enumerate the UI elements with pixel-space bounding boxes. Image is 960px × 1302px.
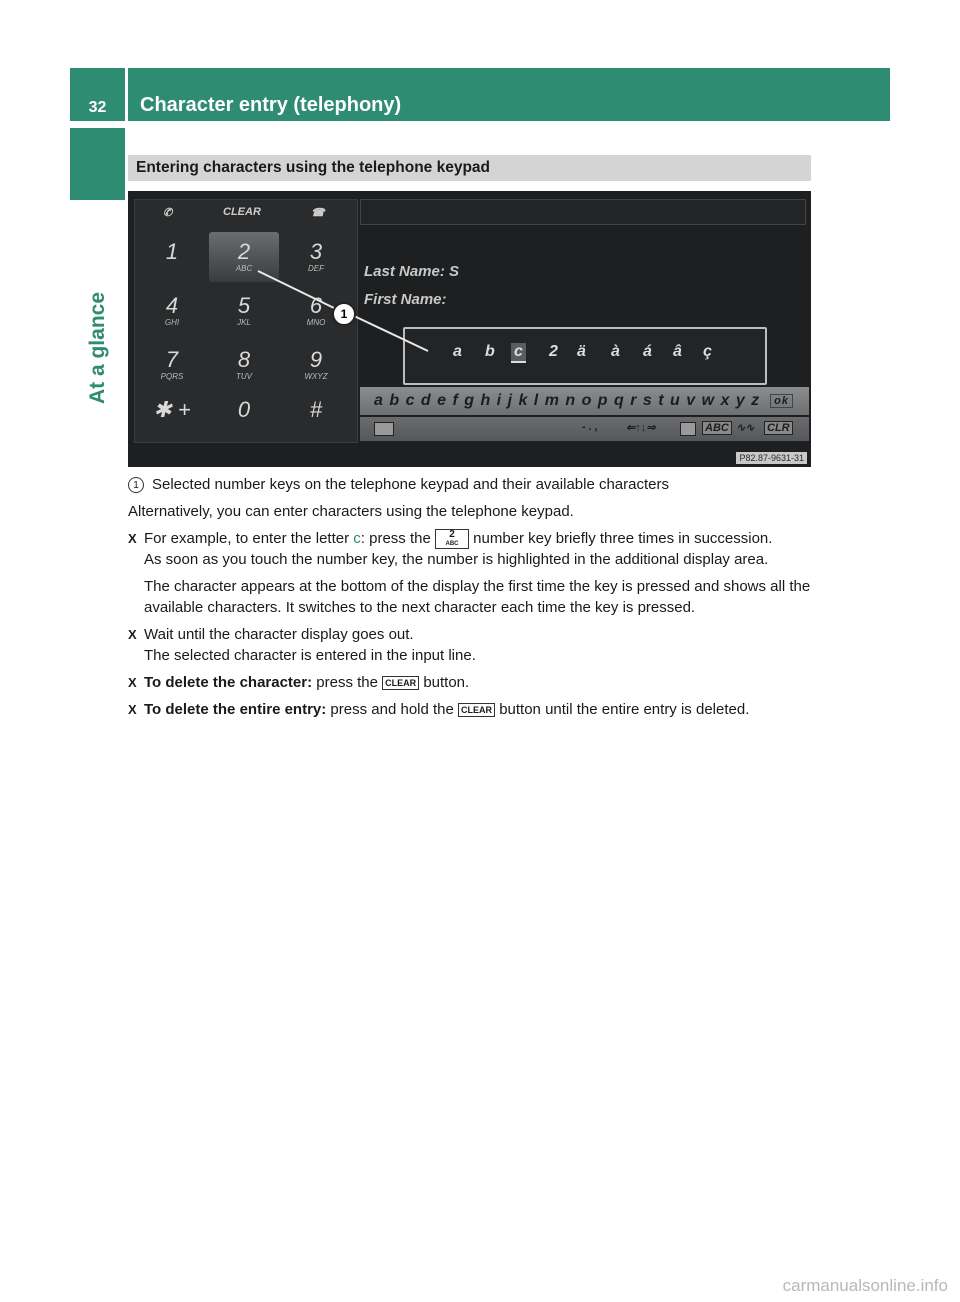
step-arrow-icon: X — [128, 531, 137, 546]
key-1: 1 — [165, 239, 179, 264]
clr-key: CLR — [764, 421, 793, 435]
key-6: 6 MNO — [306, 293, 326, 327]
step-arrow-icon: X — [128, 627, 137, 643]
clear-key-icon: CLEAR — [382, 676, 419, 690]
step-item — [128, 672, 818, 693]
key-9: 9 WXYZ — [304, 347, 328, 381]
letter-c: c — [353, 530, 361, 547]
key-5: 5 JKL — [237, 293, 251, 327]
alphabet-letters: a b c d e f g h i j k l m n o p q r s t u v w x y z — [374, 392, 761, 409]
step-arrow-icon: X — [128, 675, 137, 691]
callout-line-popup — [352, 315, 428, 351]
legend-item — [128, 474, 818, 495]
clear-key-icon: CLEAR — [458, 703, 495, 717]
ok-key: ok — [770, 394, 793, 408]
key-2-icon: 2 ABC — [435, 529, 469, 549]
step-item — [128, 699, 818, 720]
callout-lines — [128, 191, 811, 467]
figure-screenshot — [128, 191, 811, 467]
step-item — [128, 528, 818, 618]
key-3: 3 DEF — [308, 239, 324, 273]
legend-marker: 1 — [128, 477, 144, 493]
intro-paragraph: Alternatively, you can enter characters using the telephone keypad. — [128, 503, 574, 520]
step-text: Wait until the character display goes out. — [144, 626, 414, 644]
last-name-label: Last Name: — [364, 263, 445, 280]
abc-key: ABC — [702, 421, 732, 435]
callout-marker: 1 — [332, 302, 356, 326]
char-option: a — [453, 343, 462, 360]
legend-text: Selected number keys on the telephone keypad and their available characters — [152, 476, 669, 493]
page-title: Character entry (telephony) — [140, 94, 402, 116]
phone-accept-icon: ✆ — [163, 207, 173, 219]
side-label — [76, 291, 120, 405]
step-item — [128, 624, 818, 666]
punctuation-keys: - . , — [582, 421, 598, 433]
clear-key-label: CLEAR — [223, 206, 261, 218]
char-option: b — [485, 343, 495, 360]
step-arrow-icon: X — [128, 702, 137, 718]
step-text: To delete the entire entry: press and hold the CLEAR button until the entire entry is deleted. — [144, 701, 750, 719]
key-4: 4 GHI — [164, 293, 180, 327]
figure-code: P82.87-9631-31 — [736, 452, 807, 464]
callout-line-key — [258, 271, 334, 308]
symbols-key-icon: ∿∿ — [736, 422, 755, 434]
key-0: 0 — [237, 397, 251, 422]
watermark: carmanualsonline.info — [782, 1276, 948, 1295]
phone-end-icon: ☎ — [311, 207, 325, 219]
header-divider — [125, 68, 128, 121]
page-number: 32 — [88, 99, 107, 116]
side-label-text: At a glance — [86, 291, 110, 405]
char-option: á — [643, 343, 652, 360]
key-star: ✱ + — [153, 397, 191, 422]
section-heading: Entering characters using the telephone keypad — [128, 155, 811, 181]
step-result: As soon as you touch the number key, the number is highlighted in the additional display area. — [144, 551, 769, 569]
key-7: 7 PQRS — [160, 347, 184, 381]
char-option: ä — [577, 343, 586, 360]
first-name-label: First Name: — [364, 291, 447, 308]
step-text: For example, to enter the letter c: press the 2 ABC number key briefly three times in succession. — [144, 529, 773, 548]
last-name-value: S — [449, 263, 460, 280]
step-text: To delete the character: press the CLEAR button. — [144, 674, 470, 692]
char-option: â — [673, 343, 682, 360]
side-tab — [70, 128, 125, 200]
char-option: ç — [703, 343, 712, 360]
char-option-selected: c — [511, 343, 526, 363]
key-2: 2 ABC — [209, 232, 279, 282]
key-8: 8 TUV — [236, 347, 252, 381]
arrow-keys-icon: ⇐↑↓⇒ — [626, 422, 656, 434]
key-hash: # — [309, 397, 323, 422]
body-text — [128, 474, 818, 726]
char-option: à — [611, 343, 620, 360]
char-option: 2 — [549, 343, 558, 360]
step-result: The selected character is entered in the input line. — [144, 647, 476, 665]
step-result: The character appears at the bottom of the display the first time the key is pressed and shows all the available characters. It switches to the next character each time the key is pressed. — [144, 578, 811, 617]
